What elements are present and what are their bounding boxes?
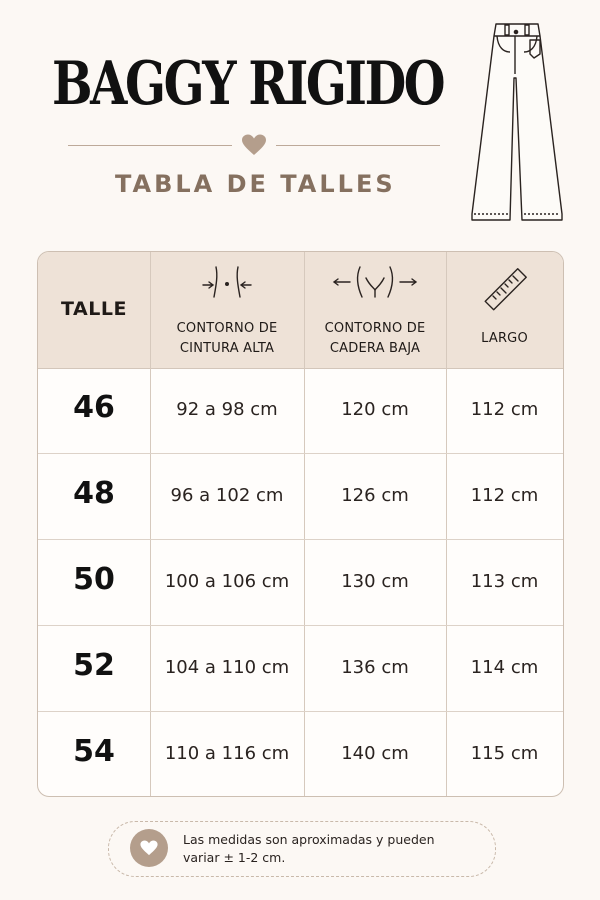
length-cell: 114 cm xyxy=(470,657,539,678)
length-cell: 113 cm xyxy=(470,571,539,592)
waist-measure-icon xyxy=(199,264,255,300)
note-line-2: variar ± 1-2 cm. xyxy=(183,850,286,865)
divider-right xyxy=(276,145,440,146)
header-talle-label: TALLE xyxy=(61,298,127,320)
table-row xyxy=(38,540,563,626)
size-cell: 54 xyxy=(73,734,115,769)
hip-measure-icon xyxy=(330,264,420,300)
header-waist-line2: CINTURA ALTA xyxy=(179,341,275,356)
length-cell: 112 cm xyxy=(470,485,539,506)
heart-icon xyxy=(139,839,159,857)
size-cell: 46 xyxy=(73,390,115,425)
length-cell: 115 cm xyxy=(470,743,539,764)
header-length xyxy=(446,252,563,368)
header-length-label: LARGO xyxy=(481,331,528,346)
hip-cell: 126 cm xyxy=(341,485,409,506)
measurement-note xyxy=(108,821,496,877)
table-row xyxy=(38,712,563,797)
waist-cell: 100 a 106 cm xyxy=(164,571,290,592)
divider-left xyxy=(68,145,232,146)
page-title: BAGGY RIGIDO xyxy=(52,49,444,119)
size-cell: 52 xyxy=(73,648,115,683)
hip-cell: 140 cm xyxy=(341,743,409,764)
hip-cell: 120 cm xyxy=(341,399,409,420)
header-hip xyxy=(304,252,446,368)
waist-cell: 104 a 110 cm xyxy=(164,657,290,678)
heart-icon xyxy=(240,133,268,157)
table-row xyxy=(38,454,563,540)
header-waist-line1: CONTORNO DE xyxy=(176,321,278,336)
header-talle xyxy=(38,252,150,368)
hip-cell: 130 cm xyxy=(341,571,409,592)
table-row xyxy=(38,368,563,454)
waist-cell: 92 a 98 cm xyxy=(176,399,278,420)
ruler-icon xyxy=(481,266,529,314)
page-subtitle: TABLA DE TALLES xyxy=(115,170,396,198)
header-hip-line2: CADERA BAJA xyxy=(329,341,421,356)
header-waist xyxy=(150,252,304,368)
header-hip-line1: CONTORNO DE xyxy=(324,321,426,336)
size-table xyxy=(37,251,564,797)
size-cell: 50 xyxy=(73,562,115,597)
table-row xyxy=(38,626,563,712)
waist-cell: 110 a 116 cm xyxy=(164,743,290,764)
note-line-1: Las medidas son aproximadas y pueden xyxy=(183,832,435,847)
note-text xyxy=(183,831,483,867)
waist-cell: 96 a 102 cm xyxy=(170,485,284,506)
length-cell: 112 cm xyxy=(470,399,539,420)
hip-cell: 136 cm xyxy=(341,657,409,678)
jeans-icon xyxy=(468,18,566,224)
size-cell: 48 xyxy=(73,476,115,511)
note-badge xyxy=(130,829,168,867)
